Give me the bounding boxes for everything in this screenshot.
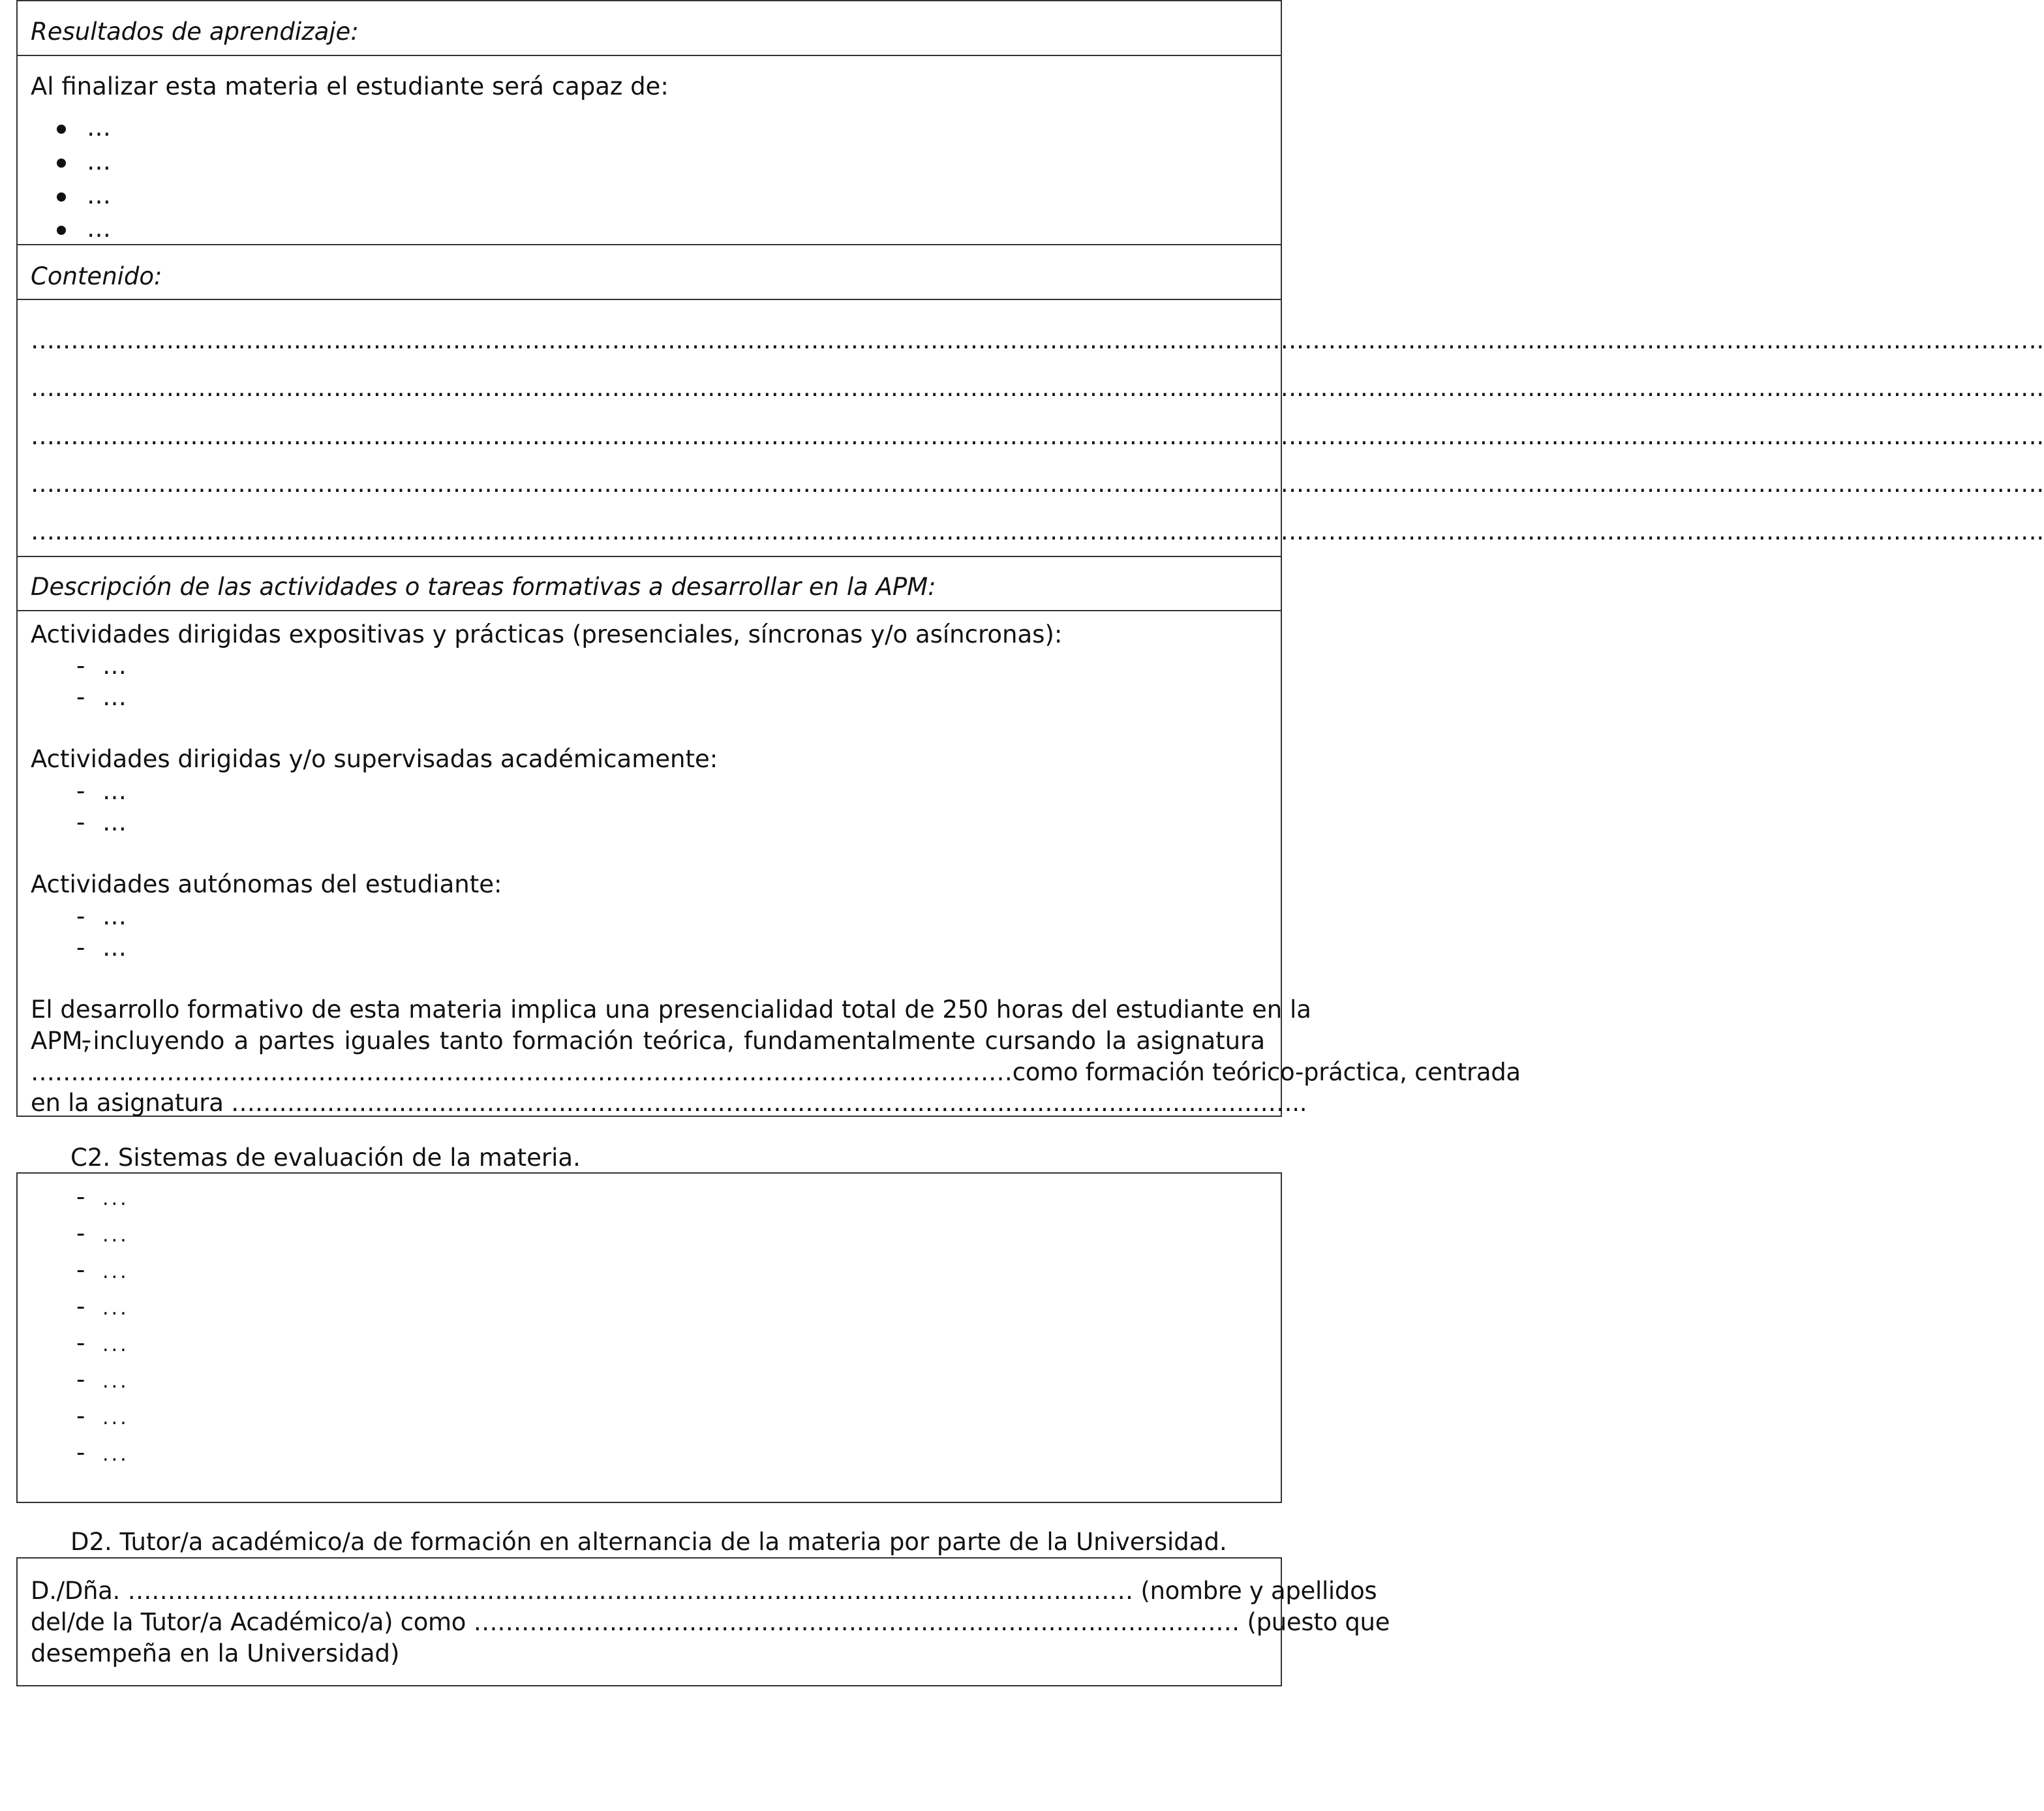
contenido-heading: Contenido: [31, 262, 162, 290]
list-item [57, 213, 111, 245]
dash-marker: - [76, 1183, 85, 1211]
d2-caption: D2. Tutor/a académico/a de formación en alternancia de la materia por parte de la Universidad. [70, 1528, 1227, 1556]
list-item [76, 1291, 129, 1324]
list-item-text: … [102, 902, 127, 930]
list-item-text: ... [102, 1224, 129, 1247]
divider [18, 610, 1281, 611]
dash-marker: - [76, 934, 85, 962]
paragraph-line: ……………………………………………………………………………………………………………como formación teórico-práctica, centrada [31, 1058, 1521, 1086]
tutor-line: desempeña en la Universidad) [31, 1639, 400, 1667]
list-item [76, 682, 127, 713]
list-item-text: ... [102, 1443, 129, 1466]
list-item-text: ... [102, 1370, 129, 1393]
list-item [76, 776, 127, 807]
list-item [76, 932, 127, 964]
bullet-icon [57, 125, 66, 134]
dash-marker: - [76, 1329, 85, 1357]
dash-marker: - [76, 902, 85, 930]
divider [18, 244, 1281, 245]
paragraph-fragment: APM, [31, 1027, 91, 1055]
list-item-text: … [102, 683, 127, 711]
list-item-text: ... [102, 1333, 129, 1356]
c2-box [16, 1172, 1282, 1503]
paragraph-line: en la asignatura …………………………………….……………………………………………………………………………….. [31, 1089, 1307, 1117]
contenido-line: ………………………………………………………………………………………………………………………………………………………………………………………………………………………………. [31, 470, 2044, 498]
dash-marker: - [76, 683, 85, 711]
group2-title: Actividades dirigidas y/o supervisadas académicamente: [31, 745, 718, 773]
dash-marker: - [76, 1365, 85, 1393]
tutor-line: D./Dña. ……………………………………………………………………………………………………………… (nombre y apellidos [31, 1577, 1377, 1605]
list-item [57, 180, 111, 211]
dash-marker: - [76, 1256, 85, 1284]
list-item-text: … [102, 777, 127, 805]
list-item-text: … [102, 652, 127, 680]
list-item-text: … [87, 147, 111, 175]
struck-comma: , [82, 1027, 91, 1055]
list-item-text: … [87, 181, 111, 209]
dash-marker: - [76, 1402, 85, 1430]
dash-marker: - [76, 1292, 85, 1320]
contenido-line: ………………………………………………………………………………………………………………………………………………………………………………………………………………………………. [31, 517, 2044, 545]
list-item [57, 146, 111, 177]
dash-marker: - [76, 1219, 85, 1247]
contenido-line: ………………………………………………………………………………………………………………………………………………………………………………………………………………………………. [31, 326, 2044, 354]
list-item-text: … [87, 215, 111, 243]
main-form-table [16, 0, 2044, 1117]
dash-marker: - [76, 808, 85, 836]
paragraph-fragment: incluyendo a partes iguales tanto formación teórica, fundamentalmente cursando la asignatura [93, 1027, 1265, 1055]
c2-caption: C2. Sistemas de evaluación de la materia. [70, 1144, 581, 1172]
dash-marker: - [76, 652, 85, 680]
contenido-line: ………………………………………………………………………………………………………………………………………………………………………………………………………………………………. [31, 374, 2044, 402]
list-item-text: ... [102, 1407, 129, 1429]
list-item-text: … [87, 114, 111, 142]
list-item [76, 901, 127, 932]
list-item-text: ... [102, 1297, 129, 1320]
bullet-icon [57, 226, 66, 235]
list-item-text: ... [102, 1260, 129, 1283]
dash-marker: - [76, 777, 85, 805]
resultados-heading: Resultados de aprendizaje: [31, 18, 359, 46]
list-item [57, 112, 111, 144]
bullet-icon [57, 192, 66, 202]
list-item [76, 650, 127, 682]
list-item-text: ... [102, 1187, 129, 1210]
bullet-icon [57, 159, 66, 168]
divider [18, 556, 1281, 557]
group1-title: Actividades dirigidas expositivas y prácticas (presenciales, síncronas y/o asíncronas): [31, 620, 1063, 648]
list-item-text: … [102, 808, 127, 836]
list-item-text: … [102, 934, 127, 962]
tutor-line: del/de la Tutor/a Académico/a) como …………………………………………………………………………………… (puesto que [31, 1608, 1390, 1636]
list-item [76, 1437, 129, 1470]
descripcion-heading: Descripción de las actividades o tareas formativas a desarrollar en la APM: [31, 573, 936, 601]
divider [18, 55, 1281, 56]
d2-box [16, 1557, 1390, 1686]
group3-title: Actividades autónomas del estudiante: [31, 870, 502, 898]
list-item [76, 1218, 129, 1251]
resultados-intro: Al finalizar esta materia el estudiante será capaz de: [31, 72, 669, 100]
list-item [76, 1401, 129, 1434]
divider [18, 299, 1281, 300]
paragraph-line: El desarrollo formativo de esta materia implica una presencialidad total de 250 horas del estudiante en la [31, 996, 1311, 1024]
list-item [76, 1181, 129, 1215]
contenido-line: ………………………………………………………………………………………………………………………………………………………………………………………………………………………………. [31, 422, 2044, 450]
list-item [76, 1328, 129, 1361]
dash-marker: - [76, 1438, 85, 1467]
paragraph-line [31, 1026, 1265, 1057]
list-item [76, 1364, 129, 1397]
list-item [76, 807, 127, 838]
list-item [76, 1255, 129, 1288]
